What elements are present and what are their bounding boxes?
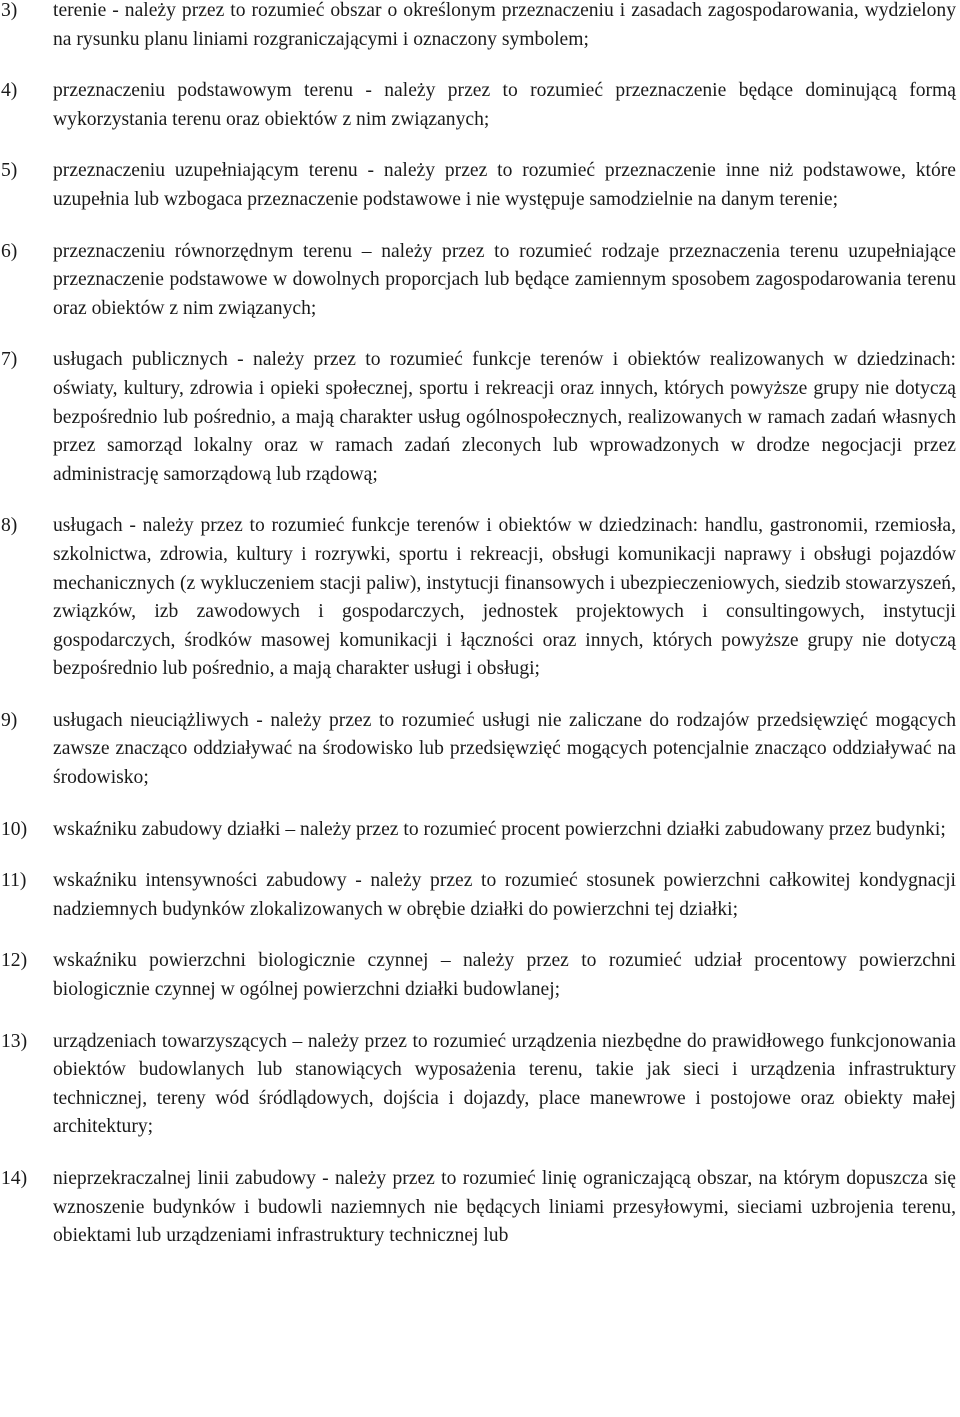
definition-number: 8) (1, 515, 18, 537)
definition-text: nieprzekraczalnej linii zabudowy - należy przez to rozumieć linię ograniczającą obszar, na którym dopuszcza się wznoszenie budynków i budowli naziemnych nie będących liniami przesyłowymi, sieciami uzbrojenia terenu, obiektami lub urządzeniami infrastruktury technicznej lub (53, 1168, 956, 1247)
definition-text: wskaźniku intensywności zabudowy - należy przez to rozumieć stosunek powierzchni całkowitej kondygnacji nadziemnych budynków zlokalizowanych w obrębie działki do powierzchni tej działki; (53, 870, 956, 920)
definition-number: 12) (1, 950, 28, 972)
definition-number: 11) (1, 870, 27, 892)
definition-text: przeznaczeniu uzupełniającym terenu - należy przez to rozumieć przeznaczenie inne niż podstawowe, które uzupełnia lub wzbogaca przeznaczenie podstawowe i nie występuje samodzielnie na danym terenie; (53, 160, 956, 210)
definition-item (0, 707, 960, 793)
definition-item (0, 867, 960, 924)
definition-text: urządzeniach towarzyszących – należy przez to rozumieć urządzenia niezbędne do prawidłowego funkcjonowania obiektów budowlanych lub stanowiących wyposażenia terenu, takie jak sieci i urządzenia infrastruktury technicznej, tereny wód śródlądowych, dojścia i dojazdy, place manewrowe i postojowe oraz obiekty małej architektury; (53, 1030, 956, 1138)
definition-item (0, 512, 960, 684)
definition-item (0, 0, 960, 54)
definition-number: 3) (1, 0, 18, 21)
definition-number: 14) (1, 1168, 28, 1189)
definition-text: przeznaczeniu równorzędnym terenu – należy przez to rozumieć rodzaje przeznaczenia terenu uzupełniające przeznaczenie podstawowe w dowolnych proporcjach lub będące zamiennym sposobem zagospodarowania terenu oraz obiektów z nim związanych; (53, 240, 956, 319)
definition-number: 6) (1, 240, 18, 262)
definition-text: przeznaczeniu podstawowym terenu - należy przez to rozumieć przeznaczenie będące dominującą formą wykorzystania terenu oraz obiektów z nim związanych; (53, 80, 956, 130)
definition-item (0, 947, 960, 1004)
definition-item (0, 157, 960, 214)
definition-item (0, 1165, 960, 1251)
definition-item (0, 1028, 960, 1142)
definition-item (0, 238, 960, 324)
definition-item (0, 346, 960, 489)
definition-text: wskaźniku zabudowy działki – należy przez to rozumieć procent powierzchni działki zabudowany przez budynki; (53, 818, 946, 840)
definition-text: usługach publicznych - należy przez to rozumieć funkcje terenów i obiektów realizowanych w dziedzinach: oświaty, kultury, zdrowia i opieki społecznej, sportu i rekreacji oraz innych, których powyższe grupy nie dotyczą bezpośrednio lub pośrednio, a mają charakter usług ogólnospołecznych, realizowanych w ramach zadań własnych przez samorząd lokalny oraz w ramach zadań zleconych lub wprowadzonych w drodze negocjacji przez administrację samorządową lub rządową; (53, 349, 956, 485)
definition-text: usługach nieuciążliwych - należy przez to rozumieć usługi nie zaliczane do rodzajów przedsięwzięć mogących zawsze znacząco oddziaływać na środowisko lub przedsięwzięć mogących potencjalnie znacząco oddziaływać na środowisko; (53, 709, 956, 789)
definition-text: wskaźniku powierzchni biologicznie czynnej – należy przez to rozumieć udział procentowy powierzchni biologicznie czynnej w ogólnej powierzchni działki budowlanej; (53, 950, 956, 1001)
definition-number: 7) (1, 349, 18, 371)
definition-text: terenie - należy przez to rozumieć obszar o określonym przeznaczeniu i zasadach zagospodarowania, wydzielony na rysunku planu liniami rozgraniczającymi i oznaczony symbolem; (53, 0, 956, 50)
definition-number: 10) (1, 818, 28, 840)
definition-number: 4) (1, 80, 18, 102)
definition-item (0, 816, 960, 845)
definition-text: usługach - należy przez to rozumieć funkcje terenów i obiektów w dziedzinach: handlu, gastronomii, rzemiosła, szkolnictwa, zdrowia, kultury i rozrywki, sportu i rekreacji, obsługi komunikacji naprawy i obsługi pojazdów mechanicznych (z wykluczeniem stacji paliw), instytucji finansowych i ubezpieczeniowych, siedzib stowarzyszeń, związków, izb zawodowych i gospodarczych, jednostek projektowych i consultingowych, instytucji gospodarczych, środków masowej komunikacji i łączności oraz innych, których powyższe grupy nie dotyczą bezpośrednio lub pośrednio, a mają charakter usługi i obsługi; (53, 515, 956, 680)
definition-number: 5) (1, 160, 18, 182)
definition-item (0, 77, 960, 134)
definition-number: 9) (1, 709, 18, 731)
definition-number: 13) (1, 1030, 28, 1052)
